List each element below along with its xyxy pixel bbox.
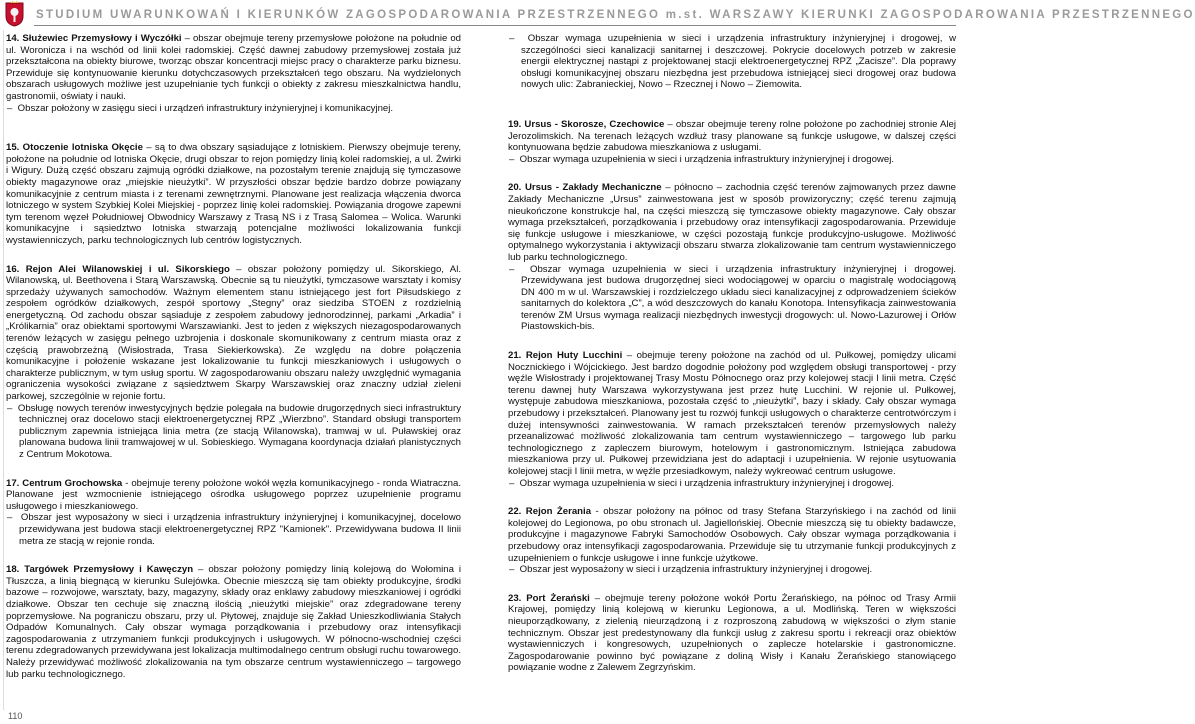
section-17-infrastructure: – Obszar jest wyposażony w sieci i urządzenia infrastruktury inżynieryjnej i komunikacyjnej, docelowo przewidywana jest budowa stacji elektroenergetycznej RPZ "Kamionek". Przewidywana budowa II linii metra ze stacją w rejonie ronda. (7, 512, 461, 547)
section-17-text: - obejmuje tereny położone wokół węzła komunikacyjnego - ronda Wiatraczna. Planowane jest wzmocnienie istniejącego ośrodka usługowego poprzez uzupełnienie programu usługowego i mieszkaniowego. (6, 477, 461, 512)
section-17-title: 17. Centrum Grochowska (6, 477, 123, 489)
section-18-text: – obszar położony pomiędzy linią kolejową do Wołomina i Tłuszcza, a linią biegnącą w kierunku Sulejówka. Obecnie mieszczą się tam obiekty produkcyjne, środki bazowe – rozwojowe, warsztaty, bazy, magazyny, składy oraz enklawy zabudowy mieszkaniowej i ogródki działkowe. Obszar ten cechuje się znaczną ilością „nieużytki miejskie” oraz zdegradowane tereny poprzemysłowe. Na pograniczu obszaru, przy ul. Płytowej, znajduje się Zakład Unieszkodliwiania Stałych Odpadów Komunalnych. Cały obszar wymaga porządkowania i przebudowy oraz intensyfikacji zagospodarowania z utrzymaniem funkcji produkcyjnych i usługowych. W północno-wschodniej części terenu zdegradowanych przewidywana jest lokalizacja multimodalnego centrum obsługi ruchu towarowego. Należy przewidywać możliwość zlokalizowania na tym obszarze centrum wystawienniczego – targowego lub parku technologicznego. (6, 564, 461, 680)
section-14-infrastructure: – Obszar położony w zasięgu sieci i urządzeń infrastruktury inżynieryjnej i komunikacyjnej. (7, 102, 394, 114)
section-15 (6, 142, 461, 246)
section-15-text: – są to dwa obszary sąsiadujące z lotniskiem. Pierwszy obejmuje tereny, położone na południe od lotniska Okęcie, drugi obszar to rejon pomiędzy linią kolei radomskiej, a ul. Żwirki i Wigury. Dużą część obszaru zajmują ogródki działkowe, na pozostałym terenie znajdują się tymczasowe obiekty magazynowe oraz „miejskie nieużytki”. W przyszłości obszar będzie bardzo dobrze powiązany komunikacyjnie z centrum miasta i z terenami zewnętrznymi. Planowane jest realizacja włączenia dworca lotniczego w system Szybkiej Kolei Miejskiej - poprzez linię kolei radomskiej. Powiązania drogowe zapewni tym terenom węzeł Południowej Obwodnicy Warszawy z Trasą NS i z Trasą Salomea – Wolica. Warunki komunikacyjne i sąsiedztwo lotniska stwarzają potencjalne możliwości lokalizowania funkcji wystawienniczych, parku technologicznych lub centrów logistycznych. (6, 142, 461, 246)
page-header (0, 0, 1195, 30)
section-21-title: 21. Rejon Huty Lucchini (508, 350, 623, 362)
section-20-text: – północno – zachodnia część terenów zajmowanych przez dawne Zakłady Mechaniczne „Ursus” zainwestowana jest w sposób prowizoryczny; część terenu zajmują nieukończone konstrukcje hal, na części mieszczą się tymczasowe obiekty magazynowe. Cały obszar wymaga przekształceń, porządkowania i przebudowy oraz intensyfikacji zagospodarowania. Przewiduje się funkcje usługowe i mieszkaniowe, w części pozostają funkcje produkcyjno-usługowe. Możliwość optymalnego wykorzystania i aktywizacji obszaru stwarza zlokalizowanie tam centrum wystawienniczego lub parku technologicznego. (508, 182, 956, 263)
section-20 (508, 182, 956, 263)
header-title: STUDIUM UWARUNKOWAŃ I KIERUNKÓW ZAGOSPODAROWANIA PRZESTRZENNEGO m.st. WARSZAWY KIERUNKI ZAGOSPODAROWANIA PRZESTRZENNEGO (36, 9, 1195, 21)
section-21-infrastructure: – Obszar wymaga uzupełnienia w sieci i urządzenia infrastruktury inżynieryjnej i drogowej. (509, 477, 894, 489)
left-column (6, 33, 461, 680)
section-22 (508, 506, 956, 564)
right-column (508, 33, 956, 674)
section-16-infrastructure: – Obsługę nowych terenów inwestycyjnych będzie polegała na budowie drugorzędnych sieci infrastruktury technicznej oraz docelowo stacji elektroenergetycznej RPZ „Wierzbno”. Standard obsługi transportem publicznym zapewnia istniejąca linia metra (ze stacją Wilanowska), tramwaj w ul. Puławskiej oraz planowana budowa linii tramwajowej w ul. Sobieskiego. Wymagana koordynacja działań planistycznych z Centrum Mokotowa. (7, 402, 461, 460)
section-18-title: 18. Targówek Przemysłowy i Kawęczyn (6, 564, 194, 576)
section-18 (6, 564, 461, 680)
section-21 (508, 350, 956, 478)
section-22-infrastructure: – Obszar jest wyposażony w sieci i urządzenia infrastruktury inżynieryjnej i drogowej. (509, 564, 873, 576)
section-16 (6, 264, 461, 403)
section-19-text: – obszar obejmuje tereny rolne położone po zachodniej stronie Alej Jerozolimskich. Na terenach leżących wzdłuż trasy planowane są funkcje usługowe, w dalszej części kontynuowana będzie zabudowa mieszkaniowa z usługami. (508, 118, 956, 154)
section-19-title: 19. Ursus - Skorosze, Czechowice (508, 118, 665, 130)
section-17 (6, 478, 461, 513)
section-20-title: 20. Ursus - Zakłady Mechaniczne (508, 182, 662, 194)
section-18-infrastructure: – Obszar wymaga uzupełnienia w sieci i urządzenia infrastruktury inżynieryjnej i drogowej, w szczególności sieci kanalizacji sanitarnej i deszczowej. Pokrycie docelowych potrzeb w zakresie energii elektrycznej nastąpi z projektowanej stacji elektroenergetycznej RPZ „Zacisze”. Dla poprawy obsługi komunikacyjnej obszaru niezbędna jest przebudowa istniejącej sieci drogowej oraz budowa nowych ulic: Zabranieckiej, Nowo – Rzecznej i Nowo – Ziemowita. (509, 33, 956, 91)
left-margin-line (3, 30, 4, 710)
section-14-text: – obszar obejmuje tereny przemysłowe położone na południe od ul. Woronicza i na wschód od linii kolei radomskiej. Część dawnej zabudowy przemysłowej została już przekształcona na obiekty biurowe, tworząc obszar koncentracji miejsc pracy o charakterze parku biznesu. Przewiduje się kontynuowanie kierunku dotychczasowych przekształceń tego obszaru. Na wydzielonych obszarach usługowych możliwe jest uzupełnianie tych funkcji o obiekty z zakresu mieszkalnictwa handlu, gastronomii, oświaty i nauki. (6, 33, 461, 102)
section-19 (508, 119, 956, 154)
section-15-title: 15. Otoczenie lotniska Okęcie (6, 142, 143, 154)
section-22-text: - obszar położony na północ od trasy Stefana Starzyńskiego i na zachód od linii kolejowej do Legionowa, po obu stronach ul. Jagiellońskiej. Obecnie mieszczą się tu obiekty badawcze, produkcyjne i magazynowe Fabryki Samochodów Osobowych. Cały obszar wymaga porządkowania i przebudowy oraz intensyfikacji zagospodarowania. Przewiduje się tu utrzymanie funkcji produkcyjnych z uzupełnieniem o funkcje usługowe i inne funkcje użytkowe. (508, 506, 956, 564)
section-22-title: 22. Rejon Żerania (508, 506, 592, 518)
section-23-title: 23. Port Żerański (508, 592, 590, 604)
page-number: 110 (8, 711, 23, 721)
header-divider (34, 25, 956, 26)
section-21-text: – obejmuje tereny położone na zachód od ul. Pułkowej, pomiędzy ulicami Nocznickiego i Wójcickiego. Jest bardzo dogodnie położony pod względem obsługi transportowej - przy węźle Wisłostrady i projektowanej Trasy Mostu Północnego oraz przy kolejowej stacji I linii metra. Część terenu dawnej huty Warszawa wykorzystywana jest przez hutę Lucchini. W rejonie ul. Pułkowej, występuje zabudowa mieszkaniowa, pozostała część to „nieużytki”, bazy i składy. Cały obszar wymaga przebudowy i przekształceń. Planowany jest tu rozwój funkcji usługowych o charakterze centrotwórczym i dużej intensywności zainwestowania. W ramach przekształceń terenów przemysłowych należy przeanalizować możliwość zlokalizowania tam centrum wystawienniczego – targowego lub parku technologicznego z zapleczem biurowym, hotelowym i gastronomicznym. Istniejąca zabudowa mieszkaniowa przy ul. Pułkowej przewidziana jest do adaptacji i uzupełnienia. W rejonie usytuowania kolejowej stacji I linii metra, w węźle przesiadkowym, należy wykreować centrum usługowe. (508, 350, 956, 477)
section-16-title: 16. Rejon Alei Wilanowskiej i ul. Sikorskiego (6, 263, 230, 275)
section-23-text: – obejmuje tereny położone wokół Portu Żerańskiego, na północ od Trasy Armii Krajowej, pomiędzy linią kolejową w kierunku Legionowa, a ul. Modlińską. Teren w większości nieuporządkowany, z zielenią nieurządzoną i z rozproszoną zabudową w większości o złym stanie technicznym. Obszar jest predestynowany dla funkcji usług z zakresu sportu i rekreacji oraz obiektów wystawienniczych i kongresowych, uzupełnionych o zaplecze hotelarskie i gastronomiczne. Zagospodarowanie powinno być powiązane z doliną Wisły i Kanału Żerańskiego stanowiącego powiązanie wodne z Zalewem Zegrzyńskim. (508, 592, 956, 674)
section-16-text: – obszar położony pomiędzy ul. Sikorskiego, Al. Wilanowską, ul. Beethovena i Starą Warszawską. Obecnie są tu nieużytki, tymczasowe warsztaty i komisy sprzedaży używanych samochodów. Ważnym elementem stanu istniejącego jest fort Piłsudskiego z zespołem ogródków działkowych, zespół sportowy „Stegny” oraz siedziba STOEN z rozdzielnią energetyczną. Od zachodu obszar sąsiaduje z zespołem zabudowy jednorodzinnej, parkami „Arkadia” i „Królikarnia” oraz obiektami sportowymi Warszawianki. Jest to jeden z większych niezagospodarowanych terenów leżących w zasięgu pełnego uzbrojenia i doskonale skomunikowany z centrum miasta oraz z częścią prawobrzeżną (Wisłostrada, Trasa Siekierkowska). Ze względu na dobre połączenia komunikacyjne i położenie wskazane jest lokalizowanie tu funkcji mieszkaniowych i usługowych o charakterze publicznym, w tym usług sportu. W zagospodarowaniu obszaru należy uwzględnić wymagania ograniczenia wysokości związane z sąsiedztwem Skarpy Warszawskiej oraz znaczny udział zieleni parkowej, szczególnie w rejonie fortu. (6, 263, 461, 403)
section-20-infrastructure: – Obszar wymaga uzupełnienia w sieci i urządzenia infrastruktury inżynieryjnej i drogowej. Przewidywana jest budowa drugorzędnej sieci wodociągowej w oparciu o magistralę wodociągową DN 400 m w ul. Warszawskiej i rozdzielczego układu sieci kanalizacyjnej z odprowadzeniem ścieków sanitarnych do kolektora „C”, a wód deszczowych do kanału Konotopa. Intensyfikacja zainwestowania terenów ZM Ursus wymaga realizacji niezbędnych inwestycji drogowych: ul. Nowo-Lazurowej i Orłów Piastowskich-bis. (509, 263, 956, 333)
section-23 (508, 593, 956, 674)
warsaw-crest-icon (5, 2, 24, 27)
section-14-title: 14. Służewiec Przemysłowy i Wyczółki (6, 33, 182, 44)
section-14 (6, 33, 461, 103)
section-19-infrastructure: – Obszar wymaga uzupełnienia w sieci i urządzenia infrastruktury inżynieryjnej i drogowej. (509, 153, 894, 165)
